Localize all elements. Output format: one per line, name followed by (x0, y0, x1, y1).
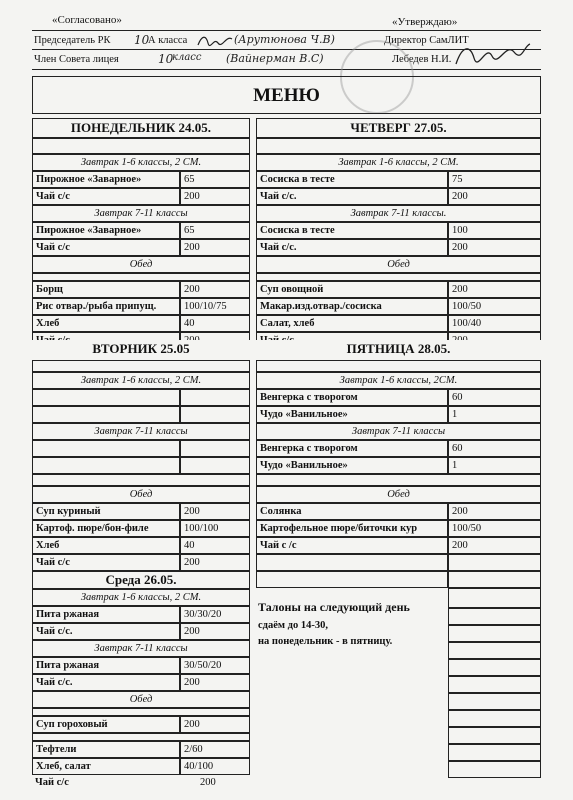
tue-lunch-item-1: Суп куриный (32, 503, 180, 520)
notice-box (256, 596, 448, 656)
thu-lunch-qty-3: 100/40 (448, 315, 541, 332)
tue-b2-qty-2 (180, 457, 250, 474)
tue-lunch-item-3: Хлеб (32, 537, 180, 554)
spacer (256, 474, 541, 486)
thu-lunch-item-1: Суп овощной (256, 281, 448, 298)
thu-b1-item-1: Сосиска в тесте (256, 171, 448, 188)
wed-b1-item-1: Пита ржаная (32, 606, 180, 623)
empty-row (448, 642, 541, 659)
empty-row (448, 554, 541, 571)
mon-b2-item-2: Чай с/с (32, 239, 180, 256)
chair-signature (196, 33, 234, 49)
fri-b1-qty-2: 1 (448, 406, 541, 423)
tue-b2-item-1 (32, 440, 180, 457)
tue-breakfast-2-header: Завтрак 7-11 классы (32, 423, 250, 440)
thu-b1-qty-2: 200 (448, 188, 541, 205)
mon-lunch-qty-1: 200 (180, 281, 250, 298)
tue-lunch-item-2: Картоф. пюре/бон-филе (32, 520, 180, 537)
fri-b1-item-2: Чудо «Ванильное» (256, 406, 448, 423)
tue-breakfast-1-header: Завтрак 1-6 классы, 2 СМ. (32, 372, 250, 389)
empty-row (448, 608, 541, 625)
day-thursday: ЧЕТВЕРГ 27.05. (256, 118, 541, 138)
member-name-handwritten: (Вайнерман В.С) (226, 52, 324, 65)
header-approve: «Утверждаю» (392, 16, 458, 28)
fri-lunch-item-2: Картофельное пюре/биточки кур (256, 520, 448, 537)
wed-lunch-qty-1: 200 (180, 716, 250, 733)
mon-lunch-item-3: Хлеб (32, 315, 180, 332)
wed-lunch-item-4: Чай с/с (35, 777, 69, 788)
thu-lunch-qty-2: 100/50 (448, 298, 541, 315)
tue-lunch-qty-2: 100/100 (180, 520, 250, 537)
wed-b1-item-2: Чай с/с. (32, 623, 180, 640)
chair-class-suffix: А класса (148, 35, 188, 46)
fri-b1-qty-1: 60 (448, 389, 541, 406)
mon-b1-qty-2: 200 (180, 188, 250, 205)
thu-b2-item-1: Сосиска в тесте (256, 222, 448, 239)
empty-row (448, 571, 541, 588)
wed-lunch-qty-3: 40/100 (180, 758, 250, 775)
tue-lunch-qty-1: 200 (180, 503, 250, 520)
thu-b1-item-2: Чай с/с. (256, 188, 448, 205)
wed-lunch-qty-4: 200 (200, 777, 216, 788)
header-row-member (32, 50, 541, 70)
title-box (32, 76, 541, 114)
spacer (32, 733, 250, 741)
tue-b1-item-2 (32, 406, 180, 423)
director-label: Директор СамЛИТ (384, 35, 469, 46)
chair-label: Председатель РК (34, 35, 111, 46)
left-column (32, 118, 250, 796)
day-wednesday: Среда 26.05. (32, 571, 250, 589)
director-signature (452, 40, 532, 70)
fri-b2-qty-2: 1 (448, 457, 541, 474)
empty-row (448, 744, 541, 761)
fri-breakfast-1-header: Завтрак 1-6 классы, 2СМ. (256, 372, 541, 389)
tue-lunch-qty-3: 40 (180, 537, 250, 554)
empty-row (448, 659, 541, 676)
notice-line-1: Талоны на следующий день (258, 600, 410, 614)
wed-b1-qty-1: 30/30/20 (180, 606, 250, 623)
empty-row (448, 676, 541, 693)
fri-breakfast-2-header: Завтрак 7-11 классы (256, 423, 541, 440)
mon-b2-item-1: Пирожное «Заварное» (32, 222, 180, 239)
thu-breakfast-1-header: Завтрак 1-6 классы, 2 СМ. (256, 154, 541, 171)
notice-line-2: сдаём до 14-30, (258, 620, 328, 631)
empty-row (448, 588, 541, 608)
wed-b2-item-1: Пита ржаная (32, 657, 180, 674)
thu-b2-item-2: Чай с/с. (256, 239, 448, 256)
wed-b2-qty-2: 200 (180, 674, 250, 691)
chair-class-handwritten: 10 (134, 33, 150, 47)
thu-b2-qty-1: 100 (448, 222, 541, 239)
day-monday: ПОНЕДЕЛЬНИК 24.05. (32, 118, 250, 138)
mon-lunch-item-1: Борщ (32, 281, 180, 298)
director-name: Лебедев Н.И. (392, 54, 452, 65)
spacer (256, 138, 541, 154)
empty-row (448, 625, 541, 642)
spacer (32, 708, 250, 716)
wed-breakfast-2-header: Завтрак 7-11 классы (32, 640, 250, 657)
header-agreed: «Согласовано» (52, 14, 122, 26)
empty-row (448, 693, 541, 710)
thu-b2-qty-2: 200 (448, 239, 541, 256)
fri-lunch-qty-1: 200 (448, 503, 541, 520)
spacer (32, 273, 250, 281)
header-block (32, 10, 541, 74)
empty-row (256, 554, 448, 571)
fri-b2-item-1: Венгерка с творогом (256, 440, 448, 457)
wed-lunch-item-1: Суп гороховый (32, 716, 180, 733)
day-friday: ПЯТНИЦА 28.05. (256, 340, 541, 360)
fri-b1-item-1: Венгерка с творогом (256, 389, 448, 406)
mon-breakfast-2-header: Завтрак 7-11 классы (32, 205, 250, 222)
thu-lunch-item-3: Салат, хлеб (256, 315, 448, 332)
spacer (256, 273, 541, 281)
wed-breakfast-1-header: Завтрак 1-6 классы, 2 СМ. (32, 589, 250, 606)
spacer (32, 360, 250, 372)
tue-lunch-qty-4: 200 (180, 554, 250, 571)
mon-lunch-qty-3: 40 (180, 315, 250, 332)
mon-b1-item-2: Чай с/с (32, 188, 180, 205)
fri-lunch-qty-2: 100/50 (448, 520, 541, 537)
spacer (32, 474, 250, 486)
member-class-handwritten: 10 (158, 52, 174, 66)
tue-b2-item-2 (32, 457, 180, 474)
empty-row (448, 727, 541, 744)
mon-b1-item-1: Пирожное «Заварное» (32, 171, 180, 188)
tue-b1-qty-1 (180, 389, 250, 406)
chair-name-handwritten: (Арутюнова Ч.В) (234, 33, 335, 46)
wed-b1-qty-2: 200 (180, 623, 250, 640)
tue-b1-qty-2 (180, 406, 250, 423)
fri-lunch-item-3: Чай с /с (256, 537, 448, 554)
page-title: МЕНЮ (253, 85, 320, 106)
fri-b2-item-2: Чудо «Ванильное» (256, 457, 448, 474)
tue-b2-qty-1 (180, 440, 250, 457)
member-class-suffix: класс (172, 52, 202, 63)
thu-lunch-qty-1: 200 (448, 281, 541, 298)
spacer (256, 360, 541, 372)
wed-lunch-item-2: Тефтели (32, 741, 180, 758)
tue-b1-item-1 (32, 389, 180, 406)
tue-lunch-header: Обед (32, 486, 250, 503)
fri-lunch-qty-3: 200 (448, 537, 541, 554)
thu-lunch-item-2: Макар.изд.отвар./сосиска (256, 298, 448, 315)
day-tuesday: ВТОРНИК 25.05 (32, 340, 250, 360)
member-label: Член Совета лицея (34, 54, 119, 65)
mon-b1-qty-1: 65 (180, 171, 250, 188)
empty-row (448, 761, 541, 778)
thu-lunch-header: Обед (256, 256, 541, 273)
wed-b2-item-2: Чай с/с. (32, 674, 180, 691)
mon-lunch-qty-2: 100/10/75 (180, 298, 250, 315)
mon-b2-qty-2: 200 (180, 239, 250, 256)
empty-row (448, 710, 541, 727)
thu-b1-qty-1: 75 (448, 171, 541, 188)
right-column (256, 118, 541, 796)
mon-lunch-header: Обед (32, 256, 250, 273)
empty-row (256, 571, 448, 588)
mon-breakfast-1-header: Завтрак 1-6 классы, 2 СМ. (32, 154, 250, 171)
wed-lunch-header: Обед (32, 691, 250, 708)
thu-breakfast-2-header: Завтрак 7-11 классы. (256, 205, 541, 222)
wed-lunch-qty-2: 2/60 (180, 741, 250, 758)
fri-lunch-item-1: Солянка (256, 503, 448, 520)
notice-line-3: на понедельник - в пятницу. (258, 636, 393, 647)
wed-b2-qty-1: 30/50/20 (180, 657, 250, 674)
wed-lunch-item-3: Хлеб, салат (32, 758, 180, 775)
mon-lunch-item-2: Рис отвар./рыба припущ. (32, 298, 180, 315)
spacer (32, 138, 250, 154)
fri-b2-qty-1: 60 (448, 440, 541, 457)
tue-lunch-item-4: Чай с/с (32, 554, 180, 571)
fri-lunch-header: Обед (256, 486, 541, 503)
mon-b2-qty-1: 65 (180, 222, 250, 239)
